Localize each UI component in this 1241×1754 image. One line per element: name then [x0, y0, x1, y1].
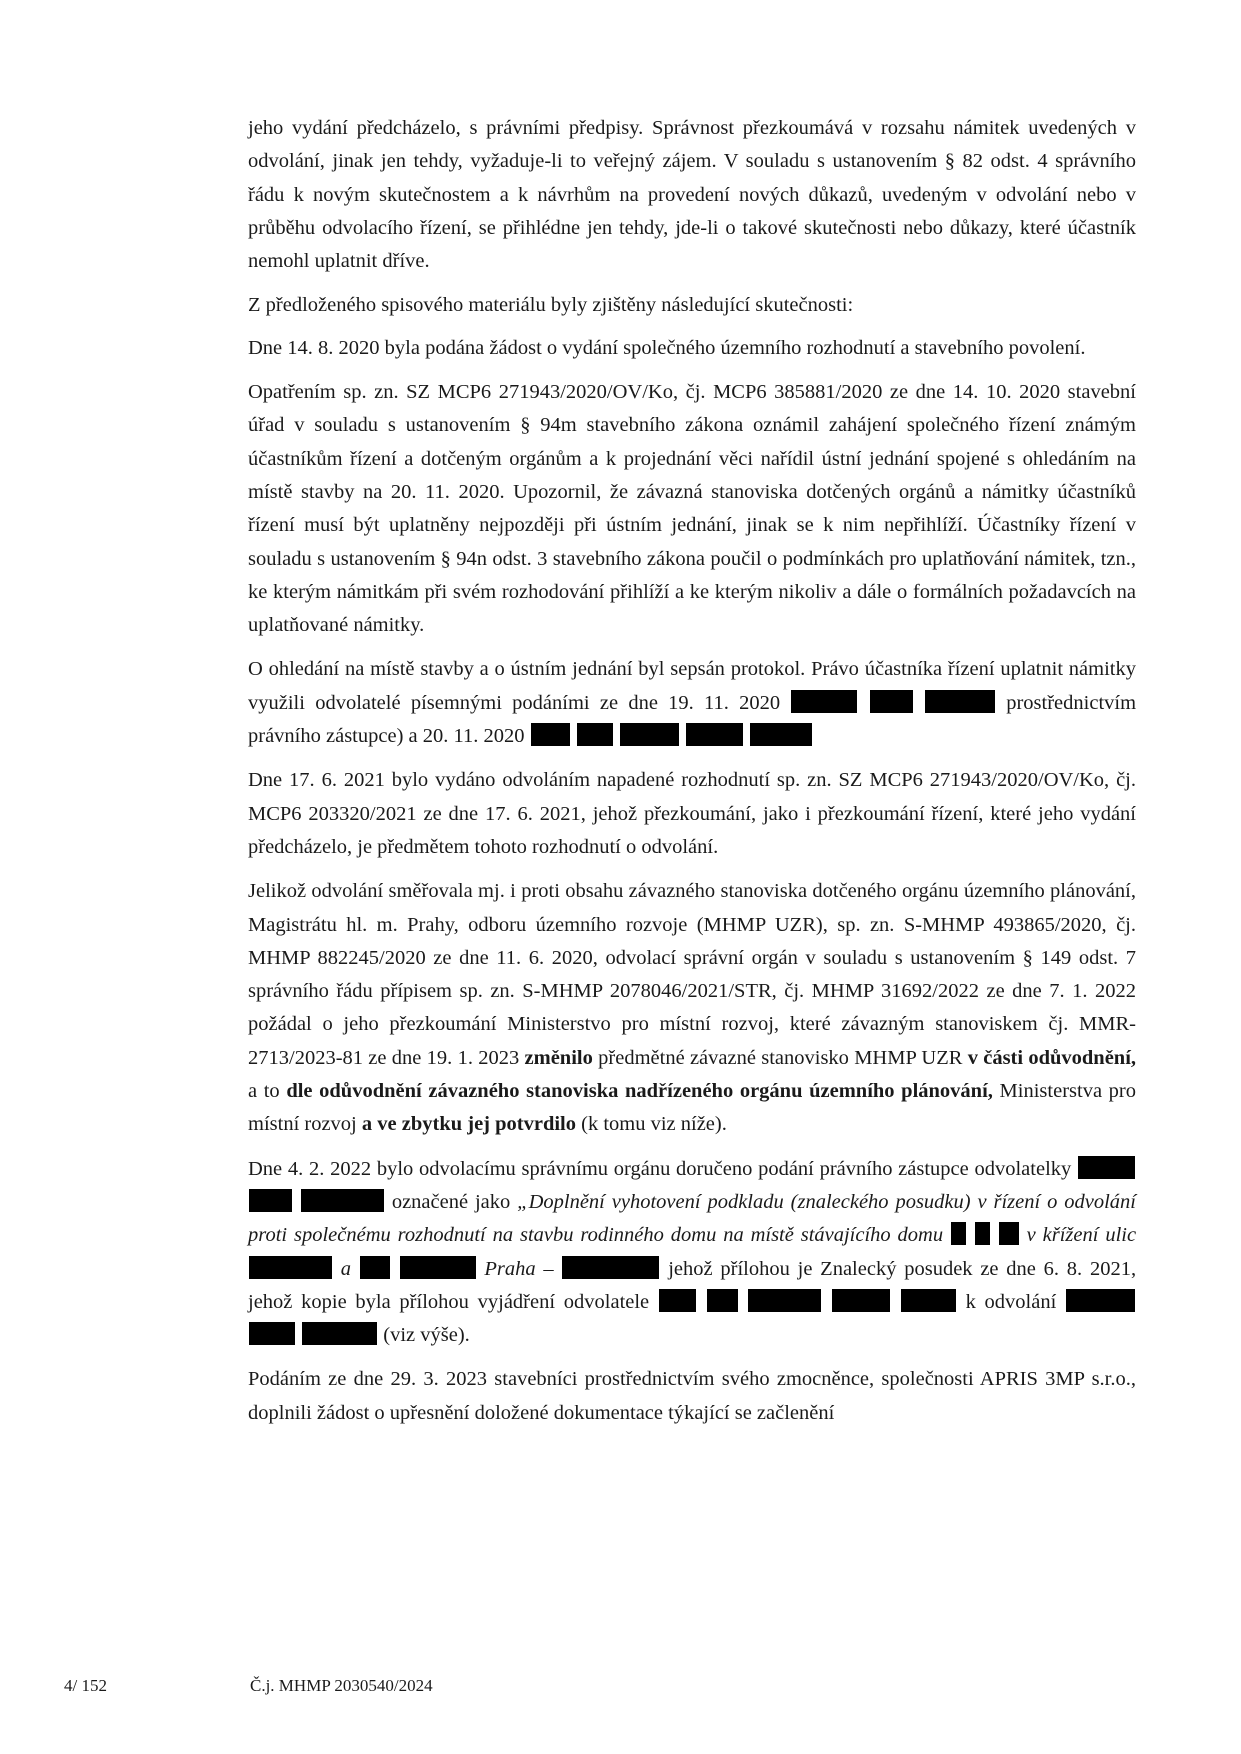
italic-segment: „Doplnění vyhotovení podkladu (znaleckého posudku) v řízení o odvolání proti společnému rozhodnutí na stavbu rodinného domu na místě stávajícího domu — [248, 1190, 1137, 1247]
text-segment: Ministerstva pro místní rozvoj — [248, 1080, 1136, 1136]
text-segment: (k tomu viz níže). — [581, 1113, 727, 1136]
bold-segment: změnilo — [524, 1046, 593, 1069]
text-segment: prostřednictvím právního zástupce) a 20. 11. 2020 — [248, 691, 1137, 748]
redaction-block — [1078, 1156, 1135, 1179]
redaction-block — [620, 723, 679, 746]
bold-segment: v části odůvodnění, — [967, 1046, 1137, 1069]
redaction-block — [999, 1222, 1019, 1245]
redaction-block — [975, 1222, 990, 1245]
redaction-block — [249, 1322, 295, 1345]
redaction-block — [707, 1289, 738, 1312]
text-segment: předmětné závazné stanovisko MHMP UZR — [598, 1046, 963, 1069]
redaction-block — [659, 1289, 696, 1312]
redaction-block — [750, 723, 812, 746]
text-segment: O ohledání na místě stavby a o ústním jednání byl sepsán protokol. Právo účastníka řízení uplatnit námitky využili odvolatelé písemnými podáními ze dne 19. 11. 2020 — [248, 658, 1136, 714]
document-body — [248, 112, 1136, 1441]
redaction-block — [951, 1222, 966, 1245]
paragraph-supplement: Podáním ze dne 29. 3. 2023 stavebníci prostřednictvím svého zmocněnce, společnosti APRIS 3MP s.r.o., doplnili žádost o upřesnění doložené dokumentace týkající se začlenění — [248, 1368, 1136, 1424]
paragraph-expert-report — [248, 1153, 1136, 1353]
redaction-block — [400, 1256, 476, 1279]
redaction-block — [249, 1256, 332, 1279]
redaction-block — [249, 1189, 292, 1212]
redaction-block — [531, 723, 570, 746]
redaction-block — [901, 1289, 956, 1312]
italic-segment: a — [340, 1257, 352, 1280]
paragraph-findings-intro: Z předloženého spisového materiálu byly zjištěny následující skutečnosti: — [248, 294, 854, 317]
text-segment: jehož přílohou je Znalecký posudek ze dne 6. 8. 2021, jehož kopie byla přílohou vyjádření odvolatele — [248, 1257, 1137, 1313]
bold-segment: a ve zbytku jej potvrdilo — [361, 1113, 576, 1136]
bold-segment: dle odůvodnění závazného stanoviska nadřízeného orgánu územního plánování, — [286, 1080, 993, 1103]
redaction-block — [870, 690, 913, 713]
text-segment: (viz výše). — [383, 1324, 470, 1347]
redaction-block — [577, 723, 613, 746]
paragraph-review-scope: jeho vydání předcházelo, s právními předpisy. Správnost přezkoumává v rozsahu námitek uvedených v odvolání, jinak jen tehdy, vyžaduje-li to veřejný zájem. V souladu s ustanovením § 82 odst. 4 správního řádu k novým skutečnostem a k návrhům na provedení nových důkazů, uvedeným v odvolání nebo v průběhu odvolacího řízení, se přihlédne jen tehdy, jde-li o takové skutečnosti nebo důkazy, které účastník nemohl uplatnit dříve. — [248, 117, 1136, 273]
redaction-block — [562, 1256, 659, 1279]
page-number: 4/ 152 — [64, 1676, 107, 1695]
paragraph-application: Dne 14. 8. 2020 byla podána žádost o vydání společného územního rozhodnutí a stavebního povolení. — [248, 336, 1086, 359]
redaction-block — [360, 1256, 390, 1279]
redaction-block — [748, 1289, 821, 1312]
text-segment: a to — [248, 1080, 280, 1103]
redaction-block — [791, 690, 857, 713]
text-segment: označené jako — [391, 1190, 511, 1213]
text-segment: Dne 4. 2. 2022 bylo odvolacímu správnímu orgánu doručeno podání právního zástupce odvolatelky — [248, 1157, 1072, 1180]
text-segment: Jelikož odvolání směřovala mj. i proti obsahu závazného stanoviska dotčeného orgánu územního plánování, Magistrátu hl. m. Prahy, odboru územního rozvoje (MHMP UZR), sp. zn. S-MHMP 493865/2020, čj. MHMP 882245/2020 ze dne 11. 6. 2020, odvolací správní orgán v souladu s ustanovením § 149 odst. 7 správního řádu přípisem sp. zn. S-MHMP 2078046/2021/STR, čj. MHMP 31692/2022 ze dne 7. 1. 2022 požádal o jeho přezkoumání Ministerstvo pro místní rozvoj, které závazným stanoviskem čj. MMR-2713/2023-81 ze dne 19. 1. 2023 — [248, 880, 1136, 1069]
redaction-block — [925, 690, 995, 713]
italic-segment: Praha – — [484, 1257, 554, 1280]
redaction-block — [832, 1289, 890, 1312]
redaction-block — [301, 1189, 384, 1212]
paragraph-notice: Opatřením sp. zn. SZ MCP6 271943/2020/OV/Ko, čj. MCP6 385881/2020 ze dne 14. 10. 2020 stavební úřad v souladu s ustanovením § 94m stavebního zákona oznámil zahájení společného řízení známým účastníkům řízení a dotčeným orgánům a k projednání věci nařídil ústní jednání spojené s ohledáním na místě stavby na 20. 11. 2020. Upozornil, že závazná stanoviska dotčených orgánů a námitky účastníků řízení musí být uplatněny nejpozději při ústním jednání, jinak se k nim nepřihlíží. Účastníky řízení v souladu s ustanovením § 94n odst. 3 stavebního zákona poučil o podmínkách pro uplatňování námitek, tzn., ke kterým námitkám při svém rozhodování přihlíží a ke kterým nikoliv a dále o formálních požadavcích na uplatňované námitky. — [248, 381, 1136, 637]
reference-number: Č.j. MHMP 2030540/2024 — [250, 1676, 433, 1695]
redaction-block — [302, 1322, 377, 1345]
paragraph-decision-issued: Dne 17. 6. 2021 bylo vydáno odvoláním napadené rozhodnutí sp. zn. SZ MCP6 271943/2020/OV/Ko, čj. MCP6 203320/2021 ze dne 17. 6. 2021, jehož přezkoumání, jako i přezkoumání řízení, které jeho vydání předcházelo, je předmětem tohoto rozhodnutí o odvolání. — [248, 769, 1136, 858]
paragraph-objections — [248, 653, 1136, 753]
redaction-block — [1066, 1289, 1135, 1312]
redaction-block — [686, 723, 743, 746]
italic-segment: v křížení ulic — [1026, 1224, 1137, 1247]
paragraph-binding-opinion — [248, 875, 1136, 1141]
text-segment: k odvolání — [965, 1290, 1057, 1313]
